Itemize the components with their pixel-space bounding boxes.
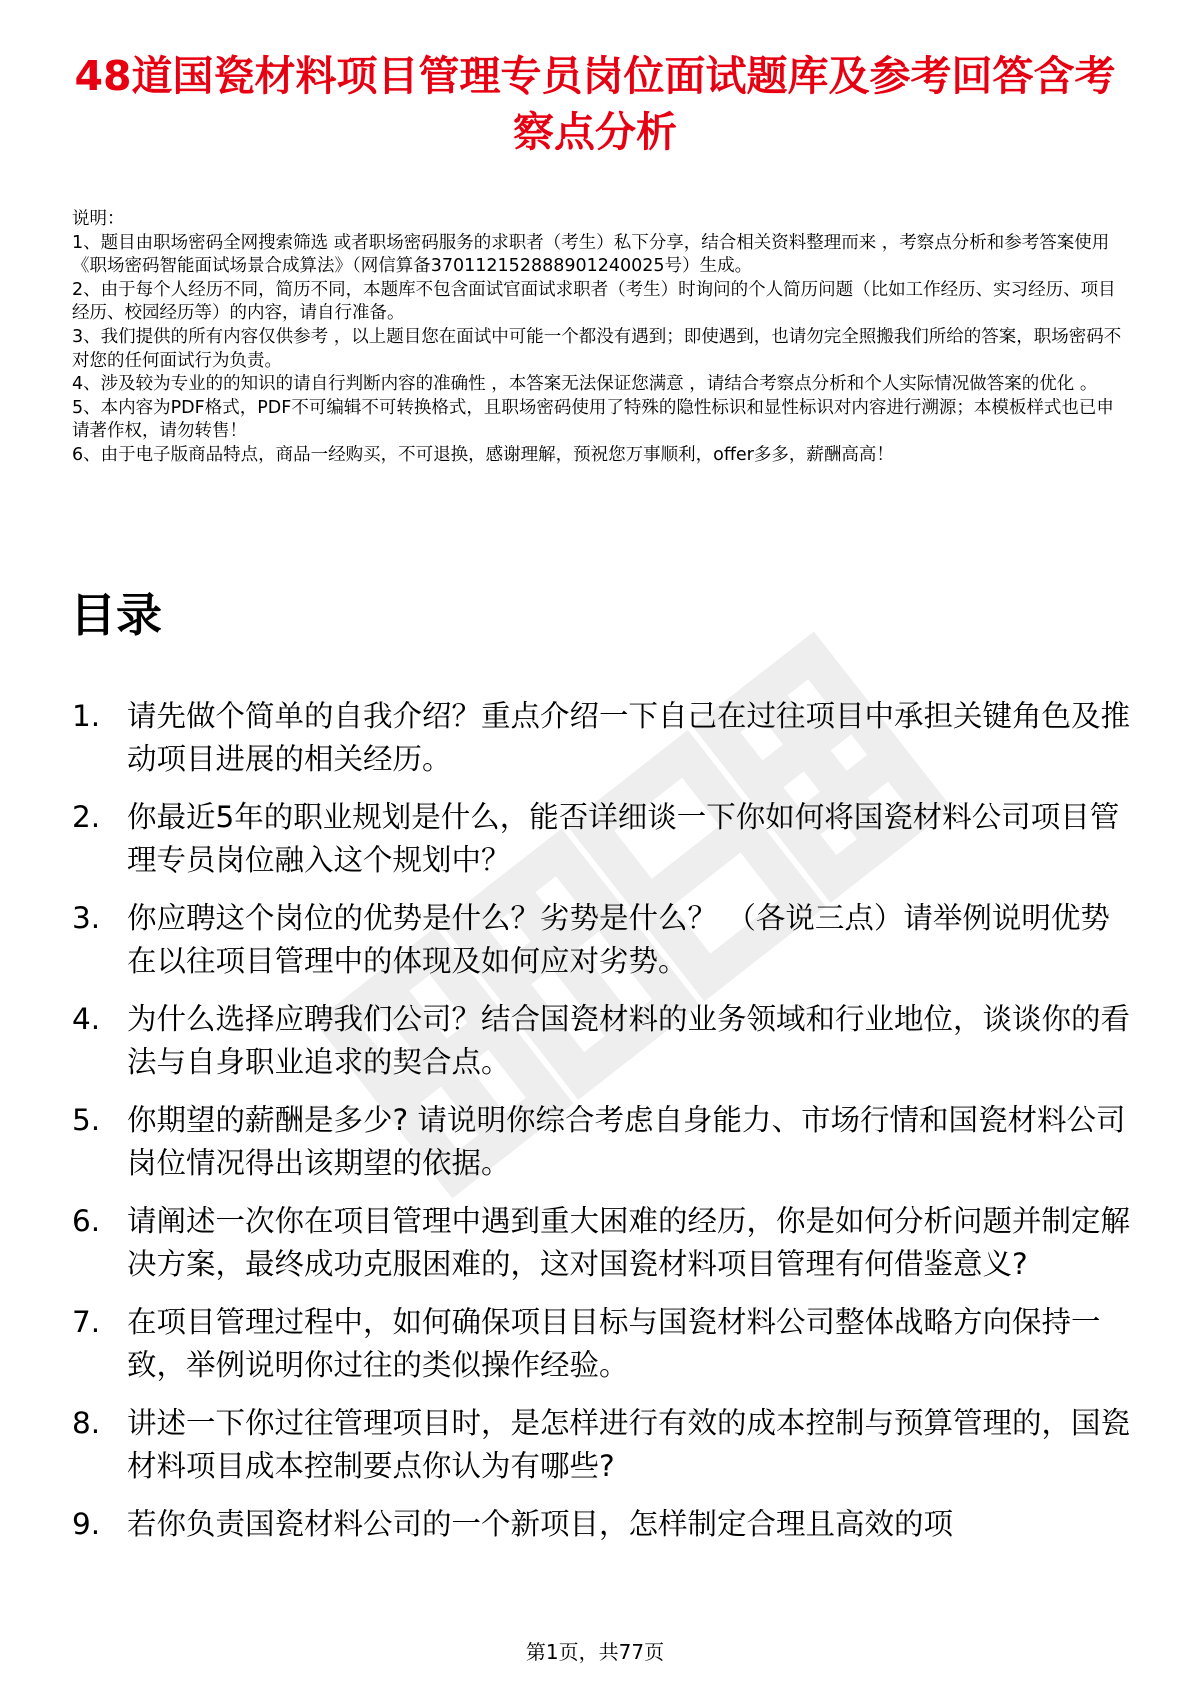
instructions-block [72, 208, 1122, 468]
toc-item[interactable] [72, 1402, 1132, 1488]
note-line: 2、由于每个人经历不同，简历不同，本题库不包含面试官面试求职者（考生）时询问的个人简历问题（比如工作经历、实习经历、项目经历、校园经历等）的内容，请自行准备。 [72, 279, 1116, 324]
toc-heading: 目录 [70, 588, 162, 642]
note-line: 说明： [72, 209, 125, 229]
toc-item-number: 1. [72, 699, 101, 733]
toc-item[interactable] [72, 1200, 1132, 1286]
note-line: 1、题目由职场密码全网搜索筛选 或者职场密码服务的求职者（考生）私下分享，结合相关资料整理而来 ，考察点分析和参考答案使用《职场密码智能面试场景合成算法》（网信算备370112152888901240025号）生成。 [72, 232, 1110, 277]
page-footer: 第1页，共77页 [525, 1640, 665, 1664]
toc-item-text: 讲述一下你过往管理项目时，是怎样进行有效的成本控制与预算管理的，国瓷材料项目成本控制要点你认为有哪些? [127, 1406, 1131, 1483]
toc-item-text: 你最近5年的职业规划是什么，能否详细谈一下你如何将国瓷材料公司项目管理专员岗位融入这个规划中？ [127, 800, 1120, 877]
note-line: 5、本内容为PDF格式，PDF不可编辑不可转换格式，且职场密码使用了特殊的隐性标识和显性标识对内容进行溯源；本模板样式也已申请著作权，请勿转售！ [72, 397, 1114, 442]
toc-item-number: 5. [72, 1103, 101, 1137]
toc-item-text: 请阐述一次你在项目管理中遇到重大困难的经历，你是如何分析问题并制定解决方案，最终成功克服困难的，这对国瓷材料项目管理有何借鉴意义? [127, 1204, 1131, 1281]
toc-item-number: 2. [72, 800, 101, 834]
toc-item[interactable] [72, 1503, 1132, 1546]
toc-item-text: 你期望的薪酬是多少? 请说明你综合考虑自身能力、市场行情和国瓷材料公司岗位情况得出该期望的依据。 [127, 1103, 1126, 1180]
toc-item-text: 在项目管理过程中，如何确保项目目标与国瓷材料公司整体战略方向保持一致，举例说明你过往的类似操作经验。 [127, 1305, 1101, 1382]
note-line: 6、由于电子版商品特点，商品一经购买，不可退换，感谢理解，预祝您万事顺利，offer多多，薪酬高高！ [72, 444, 894, 465]
toc-item-number: 9. [72, 1507, 101, 1541]
toc-item-text: 若你负责国瓷材料公司的一个新项目，怎样制定合理且高效的项 [127, 1507, 954, 1541]
toc-item[interactable] [72, 897, 1132, 983]
toc-item[interactable] [72, 1301, 1132, 1387]
document-title: 48道国瓷材料项目管理专员岗位面试题库及参考回答含考察点分析 [74, 52, 1116, 156]
toc-item-number: 6. [72, 1204, 101, 1238]
toc-item-number: 8. [72, 1406, 101, 1440]
toc-item-text: 请先做个简单的自我介绍？重点介绍一下自己在过往项目中承担关键角色及推动项目进展的相关经历。 [127, 699, 1131, 776]
toc-item-number: 4. [72, 1002, 101, 1036]
toc-item-text: 为什么选择应聘我们公司？结合国瓷材料的业务领域和行业地位，谈谈你的看法与自身职业追求的契合点。 [127, 1002, 1131, 1079]
toc-item-number: 3. [72, 901, 101, 935]
toc-item-number: 7. [72, 1305, 101, 1339]
toc-item[interactable] [72, 998, 1132, 1084]
toc-item[interactable] [72, 796, 1132, 882]
toc-item-text: 你应聘这个岗位的优势是什么？劣势是什么？ （各说三点）请举例说明优势在以往项目管理中的体现及如何应对劣势。 [127, 901, 1110, 978]
toc-item[interactable] [72, 695, 1132, 781]
note-line: 3、我们提供的所有内容仅供参考 ，以上题目您在面试中可能一个都没有遇到；即使遇到，也请勿完全照搬我们所给的答案，职场密码不对您的任何面试行为负责。 [72, 326, 1122, 371]
toc-list [72, 695, 1132, 1561]
toc-item[interactable] [72, 1099, 1132, 1185]
note-line: 4、涉及较为专业的的知识的请自行判断内容的准确性 ，本答案无法保证您满意 ，请结合考察点分析和个人实际情况做答案的优化 。 [72, 374, 1098, 395]
